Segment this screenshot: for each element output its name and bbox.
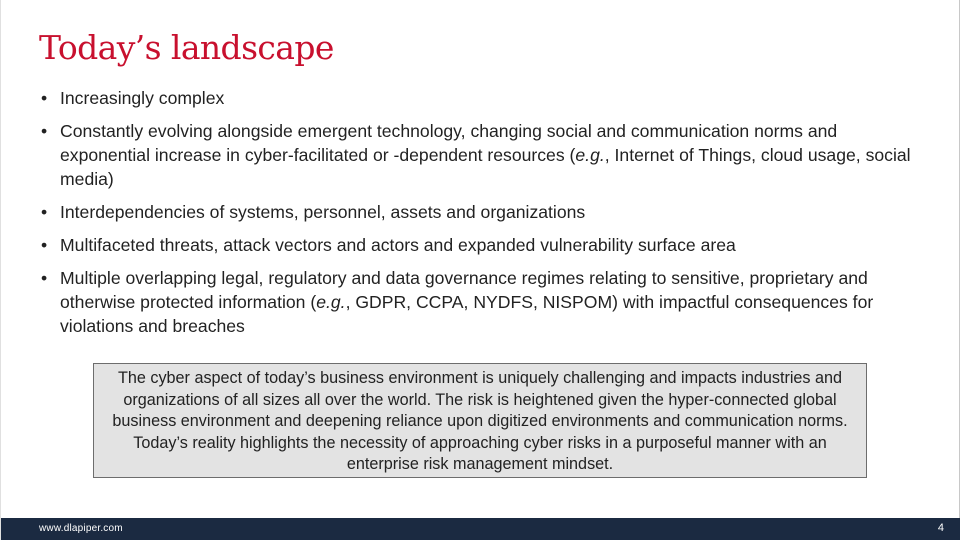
bullet-dot: • — [41, 121, 48, 141]
bullet-item — [41, 233, 921, 257]
bullet-text: Increasingly complex — [60, 88, 225, 108]
footer-url: www.dlapiper.com — [39, 523, 123, 534]
bullet-dot: • — [41, 88, 48, 108]
bullet-text: Multiple overlapping legal, regulatory and data governance regimes relating to sensitive, proprietary and otherwise protected information ( — [60, 268, 868, 312]
bullet-text: Constantly evolving alongside emergent technology, changing social and communication norms and exponential increase in cyber-facilitated or -dependent resources ( — [60, 121, 838, 165]
bullet-item — [41, 119, 921, 191]
bullet-list — [41, 86, 921, 347]
bullet-dot: • — [41, 202, 48, 222]
page-number: 4 — [937, 522, 944, 534]
slide-title: Today’s landscape — [39, 28, 334, 67]
bullet-item — [41, 86, 921, 110]
bullet-item — [41, 200, 921, 224]
bullet-text: , GDPR, CCPA, NYDFS, NISPOM) with impactful consequences for violations and breaches — [60, 292, 874, 336]
bullet-item — [41, 266, 921, 338]
bullet-text: Interdependencies of systems, personnel, assets and organizations — [60, 202, 586, 222]
bullet-text-italic: e.g. — [575, 145, 605, 165]
footer-bar — [1, 518, 960, 540]
bullet-text: Multifaceted threats, attack vectors and actors and expanded vulnerability surface area — [60, 235, 736, 255]
bullet-dot: • — [41, 235, 48, 255]
bullet-dot: • — [41, 268, 48, 288]
callout-box: The cyber aspect of today’s business environment is uniquely challenging and impacts industries and organizations of all sizes all over the world. The risk is heightened given the hyper-connected global business environment and deepening reliance upon digitized environments and communication norms. Today’s reality highlights the necessity of approaching cyber risks in a purposeful manner with an enterprise risk management mindset. — [93, 363, 867, 478]
bullet-text-italic: e.g. — [316, 292, 346, 312]
bullet-text: , Internet of Things, cloud usage, social media) — [60, 145, 911, 189]
